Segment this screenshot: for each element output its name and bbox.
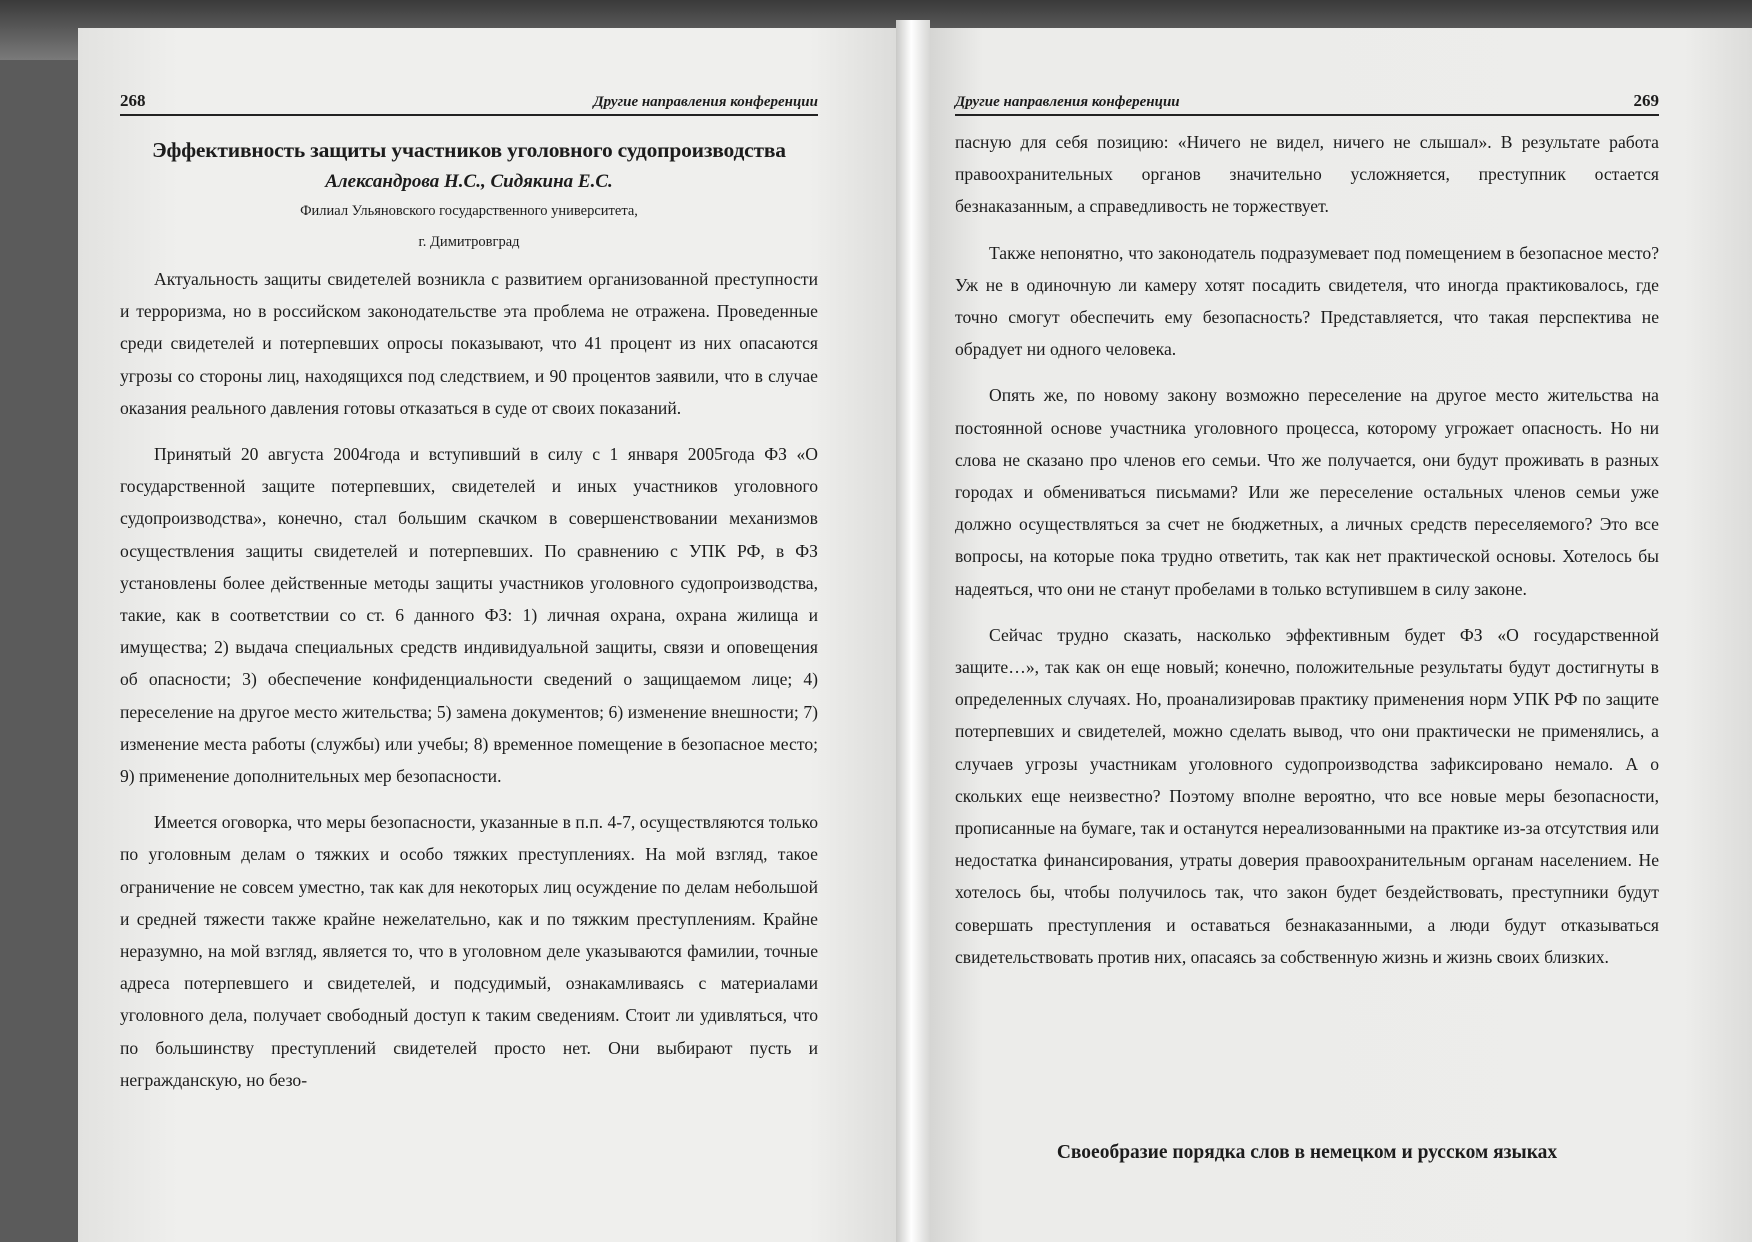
paragraph: Также непонятно, что законодатель подразумевает под помещением в безопасное место? Уж не в одиночную ли камеру хотят посадить свидетеля, что иногда практиковалось, где точно смогут обеспечить ему безопасность? Представляется, что такая перспектива не обрадует ни одного человека.	[955, 242, 1659, 360]
right-running-head: Другие направления конференции	[955, 94, 1180, 110]
article-city: г. Димитровград	[418, 234, 520, 250]
right-page-content	[955, 126, 1659, 973]
article-affiliation: Филиал Ульяновского государственного университета,	[300, 203, 638, 219]
paragraph: Имеется оговорка, что меры безопасности, указанные в п.п. 4-7, осуществляются только по уголовным делам о тяжких и особо тяжких преступлениях. На мой взгляд, такое ограничение не совсем уместно, так как для некоторых лиц осуждение по делам небольшой и средней тяжести также крайне нежелательно, как и по тяжким преступлениям. Крайне неразумно, на мой взгляд, является то, что в уголовном деле указываются фамилии, точные адреса потерпевшего и свидетелей, и подсудимый, ознакамливаясь с материалами уголовного дела, получает свободный доступ к таким сведениям. Стоит ли удивляться, что по большинству преступлений свидетелей просто нет. Они выбирают пусть и негражданскую, но безо-	[120, 812, 818, 1090]
paragraph-continuation: пасную для себя позицию: «Ничего не видел, ничего не слышал». В результате работа правоохранительных органов значительно усложняется, преступник остается безнаказанным, а справедливость не торжествует.	[955, 132, 1659, 217]
article-authors: Александрова Н.С., Сидякина Е.С.	[325, 171, 613, 192]
left-body	[120, 263, 818, 1096]
left-page-number: 268	[120, 91, 146, 110]
paragraph: Сейчас трудно сказать, насколько эффективным будет ФЗ «О государственной защите…», так как он еще новый; конечно, положительные результаты будут достигнуты в определенных случаях. Но, проанализировав практику применения норм УПК РФ по защите потерпевших и свидетелей, можно сделать вывод, что они практически не применялись, а случаев угрозы участникам уголовного судопроизводства зафиксировано немало. А о скольких еще неизвестно? Поэтому вполне вероятно, что все новые меры безопасности, прописанные на бумаге, так и останутся нереализованными на практике из-за отсутствия или недостатка финансирования, утраты доверия правоохранительным органам населением. Не хотелось бы, чтобы получилось так, что закон будет бездействовать, преступники будут совершать преступления и оставаться безнаказанными, а люди будут отказываться свидетельствовать против них, опасаясь за собственную жизнь и жизнь своих близких.	[955, 624, 1659, 967]
right-page-number: 269	[1633, 91, 1659, 110]
next-section-title: Своеобразие порядка слов в немецком и русском языках	[1056, 1142, 1558, 1163]
left-page-header	[120, 84, 818, 116]
paragraph: Опять же, по новому закону возможно переселение на другое место жительства на постоянной основе участника уголовного процесса, которому угрожает опасность. Но ни слова не сказано про членов его семьи. Что же получается, они будут проживать в разных городах и обмениваться письмами? Или же переселение остальных членов семьи уже должно осуществляться за счет не бюджетных, а личных средств переселяемого? Это все вопросы, на которые пока трудно ответить, так как нет практической основы. Хотелось бы надеяться, что они не станут пробелами в только вступившем в силу законе.	[955, 385, 1659, 599]
right-body	[955, 126, 1659, 973]
left-page-content	[120, 138, 818, 1096]
article-title: Эффективность защиты участников уголовного судопроизводства	[152, 138, 786, 162]
book-gutter	[896, 20, 930, 1242]
left-running-head: Другие направления конференции	[593, 94, 818, 110]
paragraph: Принятый 20 августа 2004года и вступивший в силу с 1 января 2005года ФЗ «О государственной защите потерпевших, свидетелей и иных участников уголовного судопроизводства», конечно, стал большим скачком в совершенствовании механизмов осуществления защиты свидетелей и потерпевших. По сравнению с УПК РФ, в ФЗ установлены более действенные методы защиты участников уголовного судопроизводства, такие, как в соответствии со ст. 6 данного ФЗ: 1) личная охрана, охрана жилища и имущества; 2) выдача специальных средств индивидуальной защиты, связи и оповещения об опасности; 3) обеспечение конфиденциальности сведений о защищаемом лице; 4) переселение на другое место жительства; 5) замена документов; 6) изменение внешности; 7) изменение места работы (службы) или учебы; 8) временное помещение в безопасное место; 9) применение дополнительных мер безопасности.	[120, 444, 818, 787]
paragraph: Актуальность защиты свидетелей возникла с развитием организованной преступности и терроризма, но в российском законодательстве эта проблема не отражена. Проведенные среди свидетелей и потерпевших опросы показывают, что 41 процент из них опасаются угрозы со стороны лиц, находящихся под следствием, и 90 процентов заявили, что в случае оказания реального давления готовы отказаться в суде от своих показаний.	[120, 269, 818, 418]
right-page-header	[955, 84, 1659, 116]
